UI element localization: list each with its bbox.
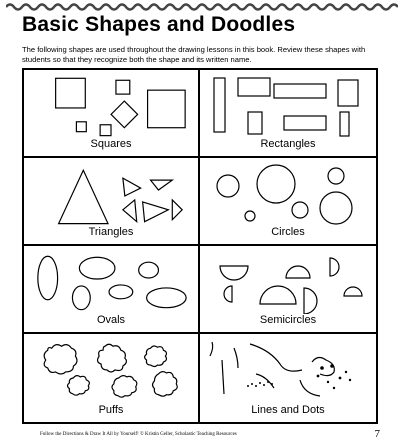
lines-and-dots-icon [200, 334, 376, 402]
cell-ovals [24, 246, 200, 334]
cell-squares [24, 70, 200, 158]
cell-label: Circles [271, 226, 305, 238]
cell-label: Semicircles [259, 314, 317, 326]
cell-label: Rectangles [260, 138, 316, 150]
cell-rectangles [200, 70, 376, 158]
page-title: Basic Shapes and Doodles [22, 13, 296, 36]
cell-label: Lines and Dots [251, 404, 325, 416]
cell-triangles [24, 158, 200, 246]
cell-label: Puffs [98, 404, 124, 416]
cell-circles [200, 158, 376, 246]
page-number: 7 [374, 428, 380, 440]
circles-icon [200, 158, 376, 226]
wavy-border-decoration [6, 2, 398, 12]
cell-lines-and-dots [200, 334, 376, 422]
semicircles-icon [200, 246, 376, 314]
cell-semicircles [200, 246, 376, 334]
triangles-icon [24, 158, 198, 226]
cell-label: Triangles [88, 226, 134, 238]
intro-text: The following shapes are used throughout the drawing lessons in this book. Review these shapes with students so that they recognize both the shape and its written name. [22, 45, 366, 64]
cell-label: Squares [90, 138, 132, 150]
puffs-icon [24, 334, 198, 402]
shapes-grid [22, 68, 378, 424]
cell-puffs [24, 334, 200, 422]
cell-label: Ovals [96, 314, 126, 326]
footer-credit: Follow the Directions & Draw It All by Yourself! © Kristin Geller, Scholastic Teaching Resources [40, 432, 237, 437]
squares-icon [24, 70, 198, 138]
ovals-icon [24, 246, 198, 314]
rectangles-icon [200, 70, 376, 138]
